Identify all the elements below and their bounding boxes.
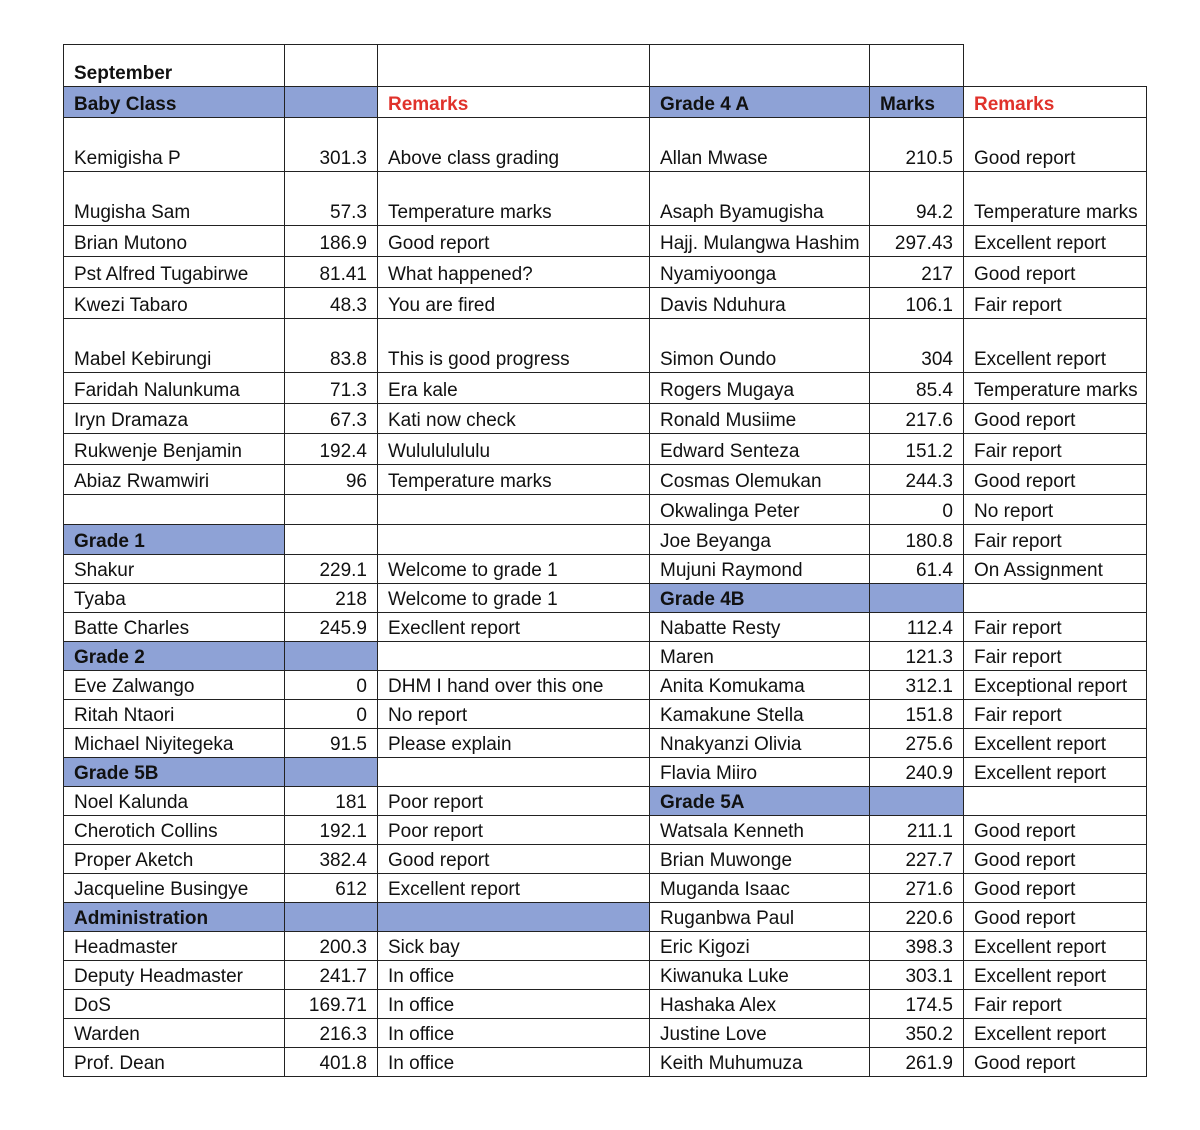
grade4a-remark: Fair report (964, 525, 1147, 555)
table-row (64, 118, 1147, 172)
grade4a-remark: Excellent report (964, 319, 1147, 373)
administration-name: Deputy Headmaster (64, 961, 285, 990)
administration-mark: 241.7 (285, 961, 378, 990)
grade4b-mark: 275.6 (870, 729, 964, 758)
grade1-remark: Execllent report (378, 613, 650, 642)
grade4a-name: Ronald Musiime (650, 404, 870, 434)
table-row (64, 172, 1147, 226)
grade4a-mark: 217 (870, 257, 964, 288)
grade5b-mark: 612 (285, 874, 378, 903)
grade2-mark: 0 (285, 700, 378, 729)
table-row (64, 845, 1147, 874)
baby_class-remark: Temperature marks (378, 172, 650, 226)
grade4a-mark: 85.4 (870, 373, 964, 404)
baby_class-mark: 301.3 (285, 118, 378, 172)
baby_class-remark: What happened? (378, 257, 650, 288)
grade4a-mark: 180.8 (870, 525, 964, 555)
blank-cell (378, 45, 650, 87)
grade5b-empty (378, 758, 650, 787)
table-row (64, 671, 1147, 700)
table-row (64, 434, 1147, 465)
grade4a-mark: 244.3 (870, 465, 964, 495)
grade4b-mark: 121.3 (870, 642, 964, 671)
grade4a-name: Cosmas Olemukan (650, 465, 870, 495)
baby_class-mark: 57.3 (285, 172, 378, 226)
grade5b-section: Grade 5B (64, 758, 285, 787)
table-row (64, 990, 1147, 1019)
baby_class-name: Kemigisha P (64, 118, 285, 172)
table-row (64, 373, 1147, 404)
grade2-remark: DHM I hand over this one (378, 671, 650, 700)
grade4b-remark: Exceptional report (964, 671, 1147, 700)
grade1-name: Batte Charles (64, 613, 285, 642)
grade4b-name: Nnakyanzi Olivia (650, 729, 870, 758)
grade4b-name: Anita Komukama (650, 671, 870, 700)
grade4a-name: Simon Oundo (650, 319, 870, 373)
baby_class-remark: Kati now check (378, 404, 650, 434)
grade5a-name: Muganda Isaac (650, 874, 870, 903)
grade5a-name: Eric Kigozi (650, 932, 870, 961)
table-row (64, 758, 1147, 787)
empty-cell (285, 495, 378, 525)
baby_class-mark: 192.4 (285, 434, 378, 465)
grade4a-remark: On Assignment (964, 555, 1147, 584)
baby_class-remark: Above class grading (378, 118, 650, 172)
grade2-mark: 0 (285, 671, 378, 700)
administration-name: Warden (64, 1019, 285, 1048)
administration-remark: In office (378, 990, 650, 1019)
grade5a-name: Ruganbwa Paul (650, 903, 870, 932)
grade4a-mark: 151.2 (870, 434, 964, 465)
grade4a-name: Mujuni Raymond (650, 555, 870, 584)
grade4a-name: Allan Mwase (650, 118, 870, 172)
grade4a-name: Okwalinga Peter (650, 495, 870, 525)
administration-remark: Sick bay (378, 932, 650, 961)
baby_class-mark: 96 (285, 465, 378, 495)
grade4a-name: Nyamiyoonga (650, 257, 870, 288)
remarks-header: Remarks (378, 87, 650, 118)
grade4b-remark: Fair report (964, 613, 1147, 642)
administration-section-fill (378, 903, 650, 932)
table-row (64, 642, 1147, 671)
grade5a-remark: Good report (964, 874, 1147, 903)
marks-sheet (63, 44, 1147, 1077)
grade2-section-fill (285, 642, 378, 671)
grade5b-mark: 181 (285, 787, 378, 816)
table-row (64, 729, 1147, 758)
baby_class-name: Pst Alfred Tugabirwe (64, 257, 285, 288)
grade5a-mark: 261.9 (870, 1048, 964, 1077)
grade5a-name: Kiwanuka Luke (650, 961, 870, 990)
baby_class-name: Faridah Nalunkuma (64, 373, 285, 404)
table-row (64, 584, 1147, 613)
baby_class-name: Abiaz Rwamwiri (64, 465, 285, 495)
baby_class-mark: 48.3 (285, 288, 378, 319)
grade5a-mark: 227.7 (870, 845, 964, 874)
baby_class-name: Kwezi Tabaro (64, 288, 285, 319)
baby_class-remark: Wulululululu (378, 434, 650, 465)
grade4b-name: Kamakune Stella (650, 700, 870, 729)
administration-name: Prof. Dean (64, 1048, 285, 1077)
grade4a-remark: Temperature marks (964, 172, 1147, 226)
table-row (64, 787, 1147, 816)
grade4b-section-fill (870, 584, 964, 613)
grade4a-mark: 210.5 (870, 118, 964, 172)
grade2-name: Ritah Ntaori (64, 700, 285, 729)
baby_class-name: Rukwenje Benjamin (64, 434, 285, 465)
grade1-name: Shakur (64, 555, 285, 584)
grade5a-mark: 271.6 (870, 874, 964, 903)
page-title: September (64, 45, 285, 87)
remarks-header: Remarks (964, 87, 1147, 118)
grade5a-remark: Good report (964, 903, 1147, 932)
marks-table (63, 44, 1147, 1077)
grade5a-remark: Excellent report (964, 932, 1147, 961)
grade5a-section: Grade 5A (650, 787, 870, 816)
grade5a-remark: Fair report (964, 990, 1147, 1019)
title-row (64, 45, 1147, 87)
grade1-remark: Welcome to grade 1 (378, 584, 650, 613)
table-row (64, 1048, 1147, 1077)
table-row (64, 700, 1147, 729)
table-row (64, 1019, 1147, 1048)
baby_class-remark: Good report (378, 226, 650, 257)
table-row (64, 525, 1147, 555)
baby_class-name: Brian Mutono (64, 226, 285, 257)
grade5a-mark: 211.1 (870, 816, 964, 845)
administration-remark: In office (378, 1019, 650, 1048)
grade4a-mark: 297.43 (870, 226, 964, 257)
grade5b-remark: Poor report (378, 787, 650, 816)
grade4a-name: Asaph Byamugisha (650, 172, 870, 226)
empty-cell (378, 495, 650, 525)
grade4b-mark: 312.1 (870, 671, 964, 700)
grade2-mark: 91.5 (285, 729, 378, 758)
grade4a-name: Hajj. Mulangwa Hashim (650, 226, 870, 257)
grade5b-name: Cherotich Collins (64, 816, 285, 845)
administration-mark: 216.3 (285, 1019, 378, 1048)
administration-remark: In office (378, 1048, 650, 1077)
grade4a-remark: Good report (964, 118, 1147, 172)
grade4b-name: Flavia Miiro (650, 758, 870, 787)
grade5b-remark: Good report (378, 845, 650, 874)
grade2-name: Michael Niyitegeka (64, 729, 285, 758)
grade4b-mark: 240.9 (870, 758, 964, 787)
table-row (64, 495, 1147, 525)
grade4a-mark: 304 (870, 319, 964, 373)
administration-remark: In office (378, 961, 650, 990)
grade5a-remark: Excellent report (964, 961, 1147, 990)
grade4a-mark: 94.2 (870, 172, 964, 226)
baby-class-header-fill (285, 87, 378, 118)
blank-cell (964, 45, 1147, 87)
grade1-mark: 218 (285, 584, 378, 613)
table-row (64, 288, 1147, 319)
blank-cell (870, 45, 964, 87)
administration-section: Administration (64, 903, 285, 932)
baby_class-name: Iryn Dramaza (64, 404, 285, 434)
marks-header: Marks (870, 87, 964, 118)
baby_class-mark: 71.3 (285, 373, 378, 404)
grade4a-remark: Fair report (964, 434, 1147, 465)
baby_class-remark: Era kale (378, 373, 650, 404)
grade1-name: Tyaba (64, 584, 285, 613)
grade4a-name: Rogers Mugaya (650, 373, 870, 404)
administration-name: DoS (64, 990, 285, 1019)
grade4a-header: Grade 4 A (650, 87, 870, 118)
grade5b-name: Jacqueline Busingye (64, 874, 285, 903)
grade2-name: Eve Zalwango (64, 671, 285, 700)
grade4a-remark: Good report (964, 257, 1147, 288)
baby_class-name: Mugisha Sam (64, 172, 285, 226)
grade4a-name: Davis Nduhura (650, 288, 870, 319)
grade1-mark: 245.9 (285, 613, 378, 642)
grade4a-mark: 0 (870, 495, 964, 525)
empty-cell (64, 495, 285, 525)
grade5a-name: Watsala Kenneth (650, 816, 870, 845)
grade5b-mark: 382.4 (285, 845, 378, 874)
baby_class-name: Mabel Kebirungi (64, 319, 285, 373)
administration-mark: 401.8 (285, 1048, 378, 1077)
grade2-remark: No report (378, 700, 650, 729)
grade5a-name: Keith Muhumuza (650, 1048, 870, 1077)
baby_class-remark: You are fired (378, 288, 650, 319)
grade4a-name: Joe Beyanga (650, 525, 870, 555)
blank-cell (650, 45, 870, 87)
table-row (64, 874, 1147, 903)
baby_class-mark: 81.41 (285, 257, 378, 288)
table-row (64, 257, 1147, 288)
table-row (64, 932, 1147, 961)
grade5a-remark: Good report (964, 1048, 1147, 1077)
administration-section-fill (285, 903, 378, 932)
baby_class-mark: 83.8 (285, 319, 378, 373)
grade1-remark: Welcome to grade 1 (378, 555, 650, 584)
grade5a-remark: Excellent report (964, 1019, 1147, 1048)
grade4b-remark: Excellent report (964, 758, 1147, 787)
grade4a-remark: Good report (964, 404, 1147, 434)
grade5b-name: Proper Aketch (64, 845, 285, 874)
grade5a-mark: 303.1 (870, 961, 964, 990)
grade2-empty (378, 642, 650, 671)
table-row (64, 555, 1147, 584)
grade4a-remark: Good report (964, 465, 1147, 495)
grade4b-name: Maren (650, 642, 870, 671)
table-row (64, 319, 1147, 373)
grade4a-remark: No report (964, 495, 1147, 525)
grade5a-remark: Good report (964, 845, 1147, 874)
grade5a-section-empty (964, 787, 1147, 816)
grade2-remark: Please explain (378, 729, 650, 758)
grade5a-remark: Good report (964, 816, 1147, 845)
grade1-section: Grade 1 (64, 525, 285, 555)
marks-table-body (64, 45, 1147, 1077)
header-row (64, 87, 1147, 118)
table-row (64, 613, 1147, 642)
grade1-empty (378, 525, 650, 555)
grade4a-mark: 217.6 (870, 404, 964, 434)
grade4b-section-empty (964, 584, 1147, 613)
administration-mark: 200.3 (285, 932, 378, 961)
grade5a-name: Hashaka Alex (650, 990, 870, 1019)
grade4a-name: Edward Senteza (650, 434, 870, 465)
grade5b-remark: Excellent report (378, 874, 650, 903)
administration-mark: 169.71 (285, 990, 378, 1019)
blank-cell (285, 45, 378, 87)
grade4b-mark: 151.8 (870, 700, 964, 729)
table-row (64, 226, 1147, 257)
grade2-section: Grade 2 (64, 642, 285, 671)
grade4b-mark: 112.4 (870, 613, 964, 642)
table-row (64, 961, 1147, 990)
grade5a-name: Justine Love (650, 1019, 870, 1048)
grade4a-remark: Temperature marks (964, 373, 1147, 404)
baby_class-mark: 186.9 (285, 226, 378, 257)
baby_class-mark: 67.3 (285, 404, 378, 434)
grade5b-mark: 192.1 (285, 816, 378, 845)
grade4b-name: Nabatte Resty (650, 613, 870, 642)
table-row (64, 816, 1147, 845)
grade4a-remark: Excellent report (964, 226, 1147, 257)
administration-name: Headmaster (64, 932, 285, 961)
baby-class-header: Baby Class (64, 87, 285, 118)
grade5b-section-fill (285, 758, 378, 787)
grade1-empty (285, 525, 378, 555)
baby_class-remark: This is good progress (378, 319, 650, 373)
grade5a-mark: 350.2 (870, 1019, 964, 1048)
grade5a-mark: 220.6 (870, 903, 964, 932)
table-row (64, 903, 1147, 932)
grade5b-remark: Poor report (378, 816, 650, 845)
grade4a-remark: Fair report (964, 288, 1147, 319)
table-row (64, 465, 1147, 495)
grade4a-mark: 106.1 (870, 288, 964, 319)
grade5a-mark: 174.5 (870, 990, 964, 1019)
grade5b-name: Noel Kalunda (64, 787, 285, 816)
baby_class-remark: Temperature marks (378, 465, 650, 495)
grade1-mark: 229.1 (285, 555, 378, 584)
grade5a-name: Brian Muwonge (650, 845, 870, 874)
grade5a-mark: 398.3 (870, 932, 964, 961)
grade5a-section-fill (870, 787, 964, 816)
grade4b-remark: Excellent report (964, 729, 1147, 758)
grade4b-remark: Fair report (964, 700, 1147, 729)
table-row (64, 404, 1147, 434)
grade4b-remark: Fair report (964, 642, 1147, 671)
grade4a-mark: 61.4 (870, 555, 964, 584)
grade4b-section: Grade 4B (650, 584, 870, 613)
